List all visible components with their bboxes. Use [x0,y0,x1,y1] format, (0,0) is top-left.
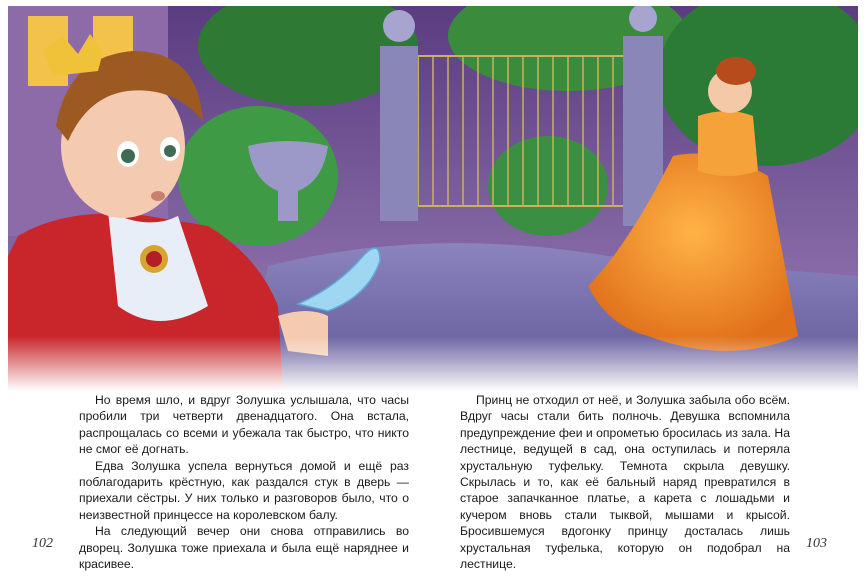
cinderella-illustration [8,6,858,391]
page-number-left: 102 [32,536,53,551]
right-page-text [460,392,790,572]
paragraph: Но время шло, и вдруг Золушка услышала, что часы пробили три четверти двенадцатого. Она встала, распрощалась со всеми и убежала так быстро, что никто не смог её догнать. [79,393,409,457]
paragraph: Принц не отходил от неё, и Золушка забыла обо всём. Вдруг часы стали бить полночь. Девушка вспомнила предупреждение феи и опрометью бросилась из зала. На лестнице, ведущей в сад, она оступилась и потеряла хрустальную туфельку. Темнота скрыла девушку. Скрылась и то, как её бальный наряд превратился в старое запачканное платье, а карета с лошадьми и кучером вновь стали тыквой, мышами и крысой. Бросившемуся вдогонку принцу досталась лишь хрустальная туфелька, которую он подобрал на лестнице. [460,393,790,572]
bush [488,136,608,236]
paragraph: На следующий вечер они снова отправились во дворец. Золушка тоже приехала и была ещё наряднее и красивее. [79,524,409,572]
book-spread [8,6,858,572]
left-page-text [79,392,409,572]
page-number-right: 103 [806,536,827,551]
illustration-fade [8,336,858,391]
paragraph: Едва Золушка успела вернуться домой и ещё раз поблагодарить крёстную, как раздался стук в дверь — приехали сёстры. У них только и разговоров было, что о неизвестной принцессе на королевском балу. [79,458,409,522]
